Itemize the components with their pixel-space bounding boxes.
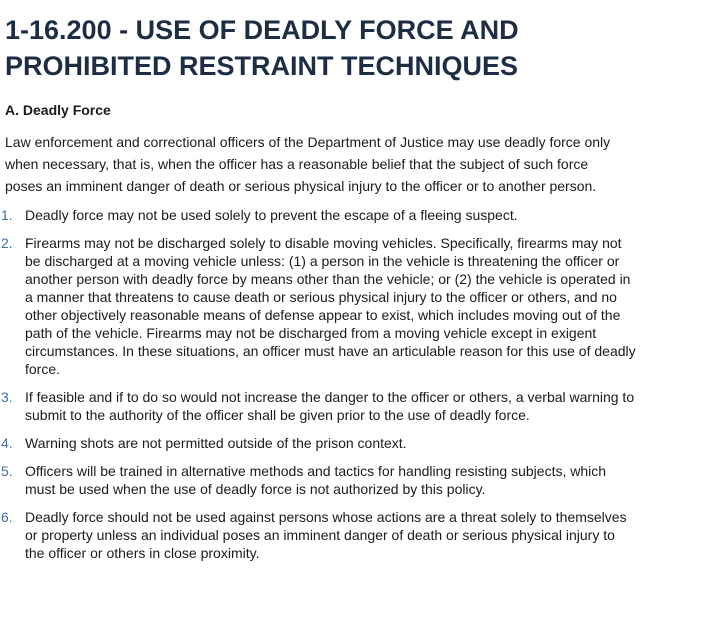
list-item <box>1 508 637 562</box>
list-item-number: 3. <box>1 389 13 405</box>
page-title-line-1: 1-16.200 - USE OF DEADLY FORCE AND <box>5 15 519 45</box>
list-item-number: 5. <box>1 463 13 479</box>
page-title <box>5 12 720 84</box>
list-item-text: If feasible and if to do so would not increase the danger to the officer or others, a verbal warning to submit to the authority of the officer shall be given prior to the use of deadly force. <box>25 389 635 423</box>
intro-paragraph: Law enforcement and correctional officers of the Department of Justice may use deadly force only when necessary, that is, when the officer has a reasonable belief that the subject of such force poses an imminent danger of death or serious physical injury to the officer or to another person. <box>5 134 611 194</box>
list-item <box>1 462 637 498</box>
list-item-text: Warning shots are not permitted outside of the prison context. <box>25 435 407 451</box>
list-item <box>1 434 637 452</box>
list-item <box>1 206 637 224</box>
list-item-number: 2. <box>1 235 13 251</box>
list-item-number: 6. <box>1 509 13 525</box>
list-item-text: Deadly force should not be used against persons whose actions are a threat solely to themselves or property unless an individual poses an imminent danger of death or serious physical injury to the officer or others in close proximity. <box>25 509 627 561</box>
list-item-number: 1. <box>1 207 13 223</box>
list-item-text: Firearms may not be discharged solely to disable moving vehicles. Specifically, firearms may not be discharged at a moving vehicle unless: (1) a person in the vehicle is threatening the officer or another person with deadly force by means other than the vehicle; or (2) the vehicle is operated in a manner that threatens to cause death or serious physical injury to the officer or others, and no other objectively reasonable means of defense appear to exist, which includes moving out of the path of the vehicle. Firearms may not be discharged from a moving vehicle except in exigent circumstances. In these situations, an officer must have an articulable reason for this use of deadly force. <box>25 235 636 377</box>
list-item <box>1 234 637 378</box>
rules-list <box>1 206 720 562</box>
list-item <box>1 388 637 424</box>
list-item-number: 4. <box>1 435 13 451</box>
page-title-line-2: PROHIBITED RESTRAINT TECHNIQUES <box>5 51 519 81</box>
list-item-text: Deadly force may not be used solely to prevent the escape of a fleeing suspect. <box>25 207 518 223</box>
section-heading: A. Deadly Force <box>5 102 111 118</box>
list-item-text: Officers will be trained in alternative methods and tactics for handling resisting subjects, which must be used when the use of deadly force is not authorized by this policy. <box>25 463 607 497</box>
